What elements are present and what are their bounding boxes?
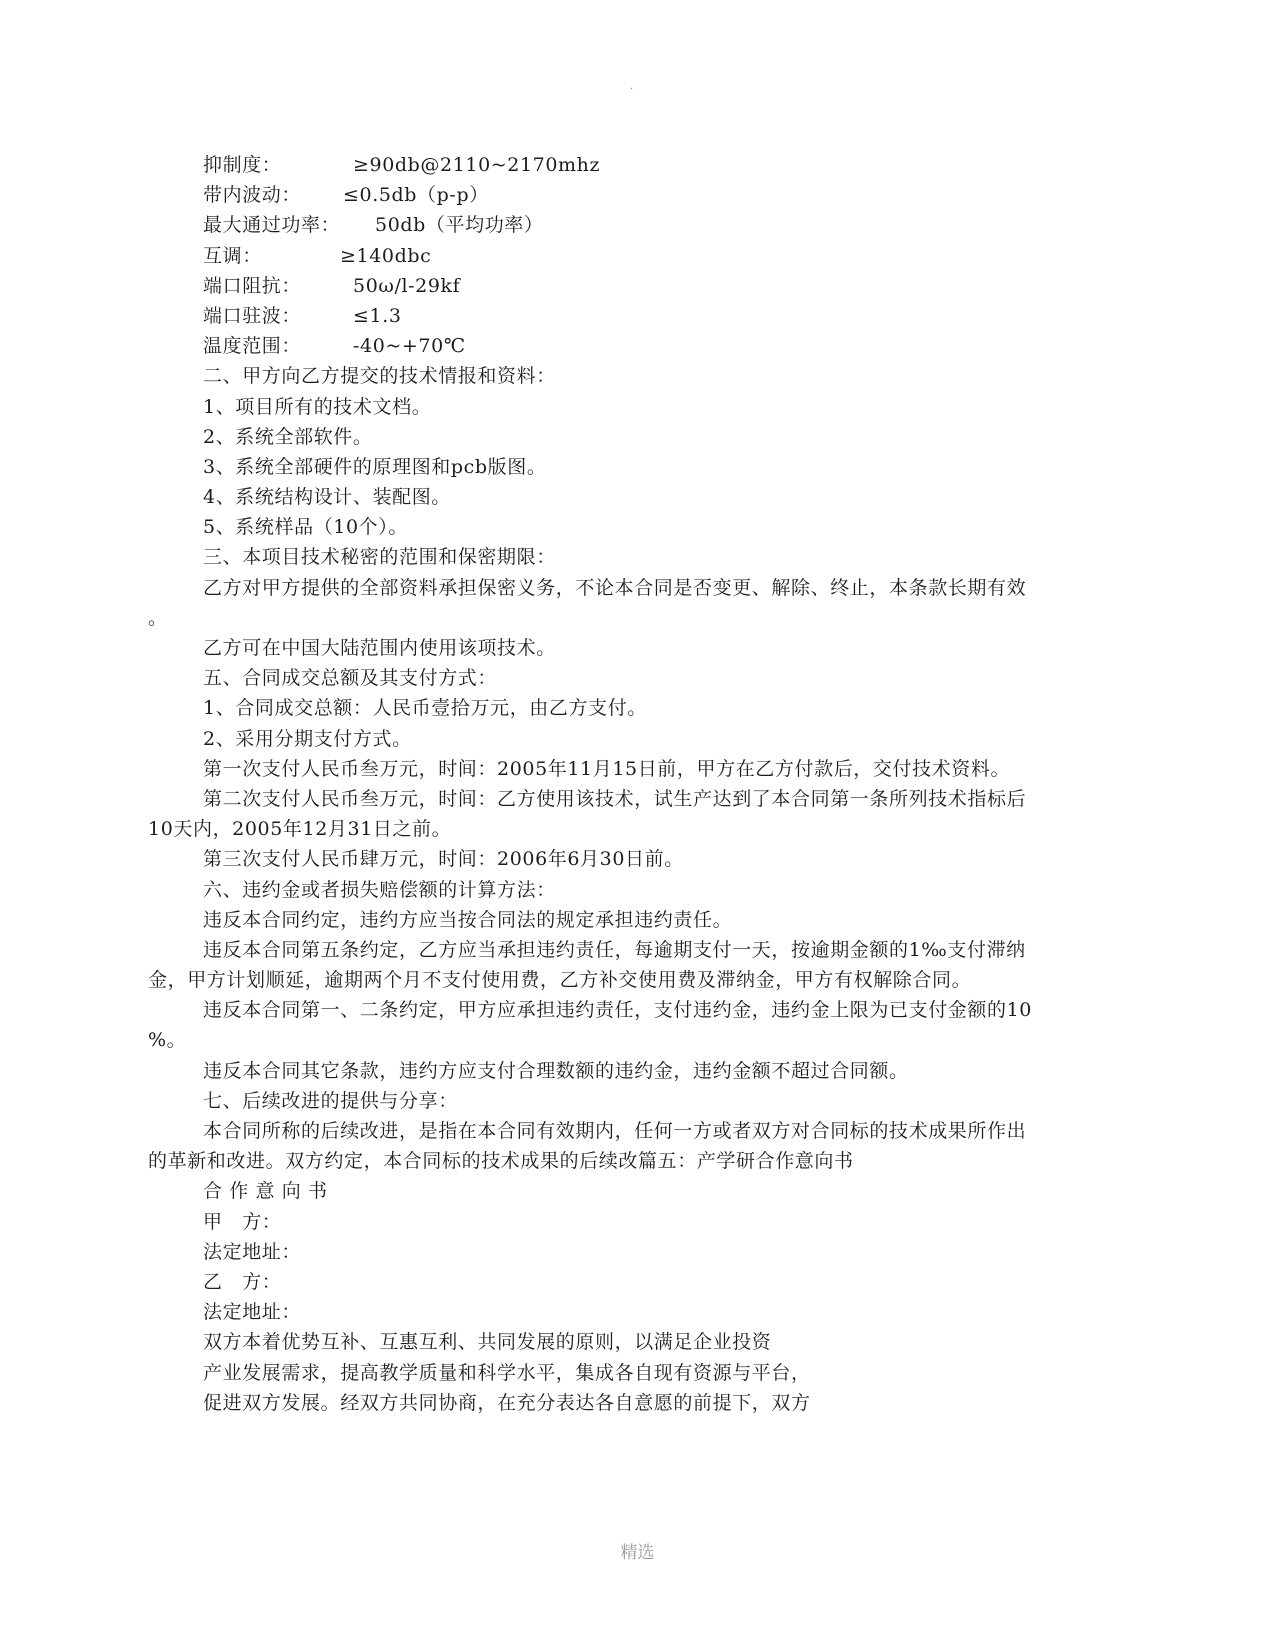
text-line: 的革新和改进。双方约定，本合同标的技术成果的后续改篇五：产学研合作意向书 bbox=[148, 1150, 854, 1173]
text-line: 本合同所称的后续改进，是指在本合同有效期内，任何一方或者双方对合同标的技术成果所作出 bbox=[203, 1120, 1027, 1142]
spec-row bbox=[148, 180, 1123, 210]
text-line: 五、合同成交总额及其支付方式： bbox=[203, 667, 498, 690]
text-line: 七、后续改进的提供与分享： bbox=[203, 1089, 458, 1112]
spec-row bbox=[148, 331, 1123, 361]
text-line: 金，甲方计划顺延，逾期两个月不支付使用费，乙方补交使用费及滞纳金，甲方有权解除合同。 bbox=[148, 969, 972, 992]
text-line: 3、系统全部硬件的原理图和pcb版图。 bbox=[203, 455, 547, 478]
text-line: 违反本合同其它条款，违约方应支付合理数额的违约金，违约金额不超过合同额。 bbox=[203, 1059, 909, 1082]
text-line: 2、采用分期支付方式。 bbox=[203, 727, 412, 750]
text-line: 2、系统全部软件。 bbox=[203, 425, 373, 448]
spec-label: 温度范围： bbox=[203, 335, 302, 358]
text-line: 。 bbox=[148, 606, 168, 629]
text-line: 5、系统样品（10个）。 bbox=[203, 516, 408, 539]
text-line: 乙方可在中国大陆范围内使用该项技术。 bbox=[203, 637, 556, 659]
text-line: 法定地址： bbox=[203, 1301, 302, 1324]
spec-row bbox=[148, 150, 1123, 180]
text-line: 1、项目所有的技术文档。 bbox=[203, 395, 432, 418]
text-line: 二、甲方向乙方提交的技术情报和资料： bbox=[203, 365, 556, 388]
text-line: 违反本合同第五条约定，乙方应当承担违约责任，每逾期支付一天，按逾期金额的1‰支付滞纳 bbox=[203, 938, 1026, 961]
spec-value: 50db（平均功率） bbox=[375, 214, 544, 237]
text-line: 促进双方发展。经双方共同协商，在充分表达各自意愿的前提下，双方 bbox=[203, 1391, 811, 1414]
text-line: %。 bbox=[148, 1029, 187, 1052]
text-line: 合 作 意 向 书 bbox=[203, 1180, 328, 1203]
spec-label: 互调： bbox=[203, 244, 262, 267]
spec-label: 端口阻抗： bbox=[203, 274, 302, 297]
spec-label: 抑制度： bbox=[203, 154, 282, 176]
text-line: 双方本着优势互补、互惠互利、共同发展的原则，以满足企业投资 bbox=[203, 1331, 772, 1354]
spec-label: 最大通过功率： bbox=[203, 214, 341, 237]
text-line: 乙方对甲方提供的全部资料承担保密义务，不论本合同是否变更、解除、终止，本条款长期有效 bbox=[203, 576, 1027, 599]
header-mark: · bbox=[630, 84, 634, 95]
text-line: 三、本项目技术秘密的范围和保密期限： bbox=[203, 546, 556, 569]
spec-label: 带内波动： bbox=[203, 184, 302, 207]
spec-row bbox=[148, 271, 1123, 301]
text-line: 甲 方： bbox=[203, 1210, 282, 1233]
page-footer: 精选 bbox=[620, 1543, 655, 1563]
document-body bbox=[148, 150, 1123, 1418]
spec-list bbox=[148, 150, 1123, 361]
spec-label: 端口驻波： bbox=[203, 304, 302, 327]
text-line: 第三次支付人民币肆万元，时间：2006年6月30日前。 bbox=[203, 848, 684, 871]
spec-value: 50ω/l-29kf bbox=[353, 274, 461, 297]
text-line: 法定地址： bbox=[203, 1240, 302, 1263]
text-line: 1、合同成交总额：人民币壹拾万元，由乙方支付。 bbox=[203, 697, 647, 720]
text-line: 10天内，2005年12月31日之前。 bbox=[148, 818, 452, 841]
text-line: 4、系统结构设计、装配图。 bbox=[203, 486, 451, 509]
spec-row bbox=[148, 210, 1123, 240]
text-line: 产业发展需求，提高教学质量和科学水平，集成各自现有资源与平台， bbox=[203, 1361, 811, 1384]
text-line: 乙 方： bbox=[203, 1270, 282, 1293]
spec-value: ≥140dbc bbox=[340, 244, 432, 267]
text-line: 六、违约金或者损失赔偿额的计算方法： bbox=[203, 878, 556, 901]
text-line: 违反本合同第一、二条约定，甲方应承担违约责任，支付违约金，违约金上限为已支付金额的10 bbox=[203, 999, 1032, 1022]
text-line: 第二次支付人民币叁万元，时间：乙方使用该技术，试生产达到了本合同第一条所列技术指标后 bbox=[203, 787, 1027, 810]
spec-row bbox=[148, 241, 1123, 271]
spec-row bbox=[148, 301, 1123, 331]
spec-value: ≥90db@2110~2170mhz bbox=[353, 154, 601, 176]
spec-value: ≤0.5db（p-p） bbox=[343, 184, 489, 207]
text-line: 第一次支付人民币叁万元，时间：2005年11月15日前，甲方在乙方付款后，交付技术资料。 bbox=[203, 757, 1011, 780]
paragraph-list bbox=[148, 361, 1123, 1418]
spec-value: ≤1.3 bbox=[353, 304, 402, 327]
text-line: 违反本合同约定，违约方应当按合同法的规定承担违约责任。 bbox=[203, 908, 733, 931]
spec-value: -40~+70℃ bbox=[353, 335, 466, 358]
